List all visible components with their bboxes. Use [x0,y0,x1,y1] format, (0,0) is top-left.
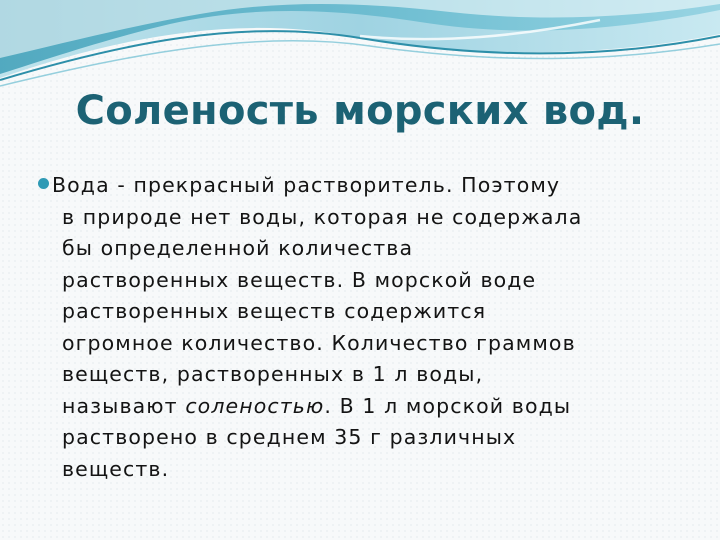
bullet-paragraph [38,170,678,485]
paragraph-line: растворено в среднем 35 г различных [62,425,517,449]
slide-title: Соленость морских вод. [75,88,645,134]
paragraph-line: бы определенной количества [62,236,414,260]
paragraph-line: веществ. [62,456,170,481]
bullet-dot-icon [38,178,49,189]
paragraph-line: огромное количество. Количество граммов [62,330,576,355]
bullet-item [38,170,678,485]
paragraph-text: . В 1 л морской воды [324,393,572,418]
paragraph-line: растворенных веществ содержится [62,299,487,323]
paragraph-line: Вода - прекрасный растворитель. Поэтому [52,173,561,197]
paragraph-line-with-term [62,391,678,423]
paragraph-line: в природе нет воды, которая не содержала [62,204,583,229]
paragraph-text: называют [62,393,186,418]
paragraph-line: веществ, растворенных в 1 л воды, [62,362,484,386]
wave-header-decoration [0,0,720,100]
emphasized-term: соленостью [185,393,325,418]
paragraph-line: растворенных веществ. В морской воде [62,267,537,292]
